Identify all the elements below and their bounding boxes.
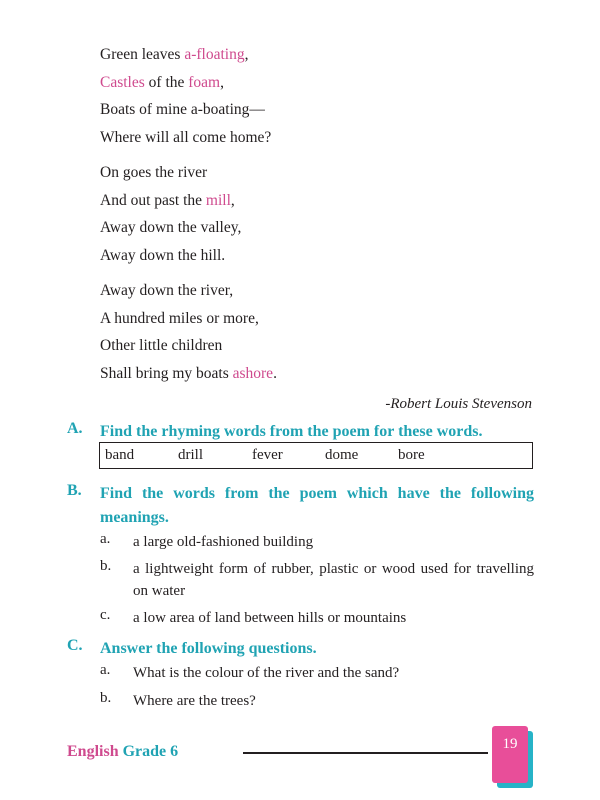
- poem-text: Boats of mine a-boating—: [100, 101, 265, 118]
- item-label: b.: [100, 558, 112, 574]
- item-text: a low area of land between hills or mountains: [133, 610, 407, 626]
- item-label: c.: [100, 607, 111, 623]
- poem-line: [100, 44, 277, 72]
- poem-text: On goes the river: [100, 164, 208, 181]
- poem-text: ,: [220, 73, 224, 91]
- poem-text: Away down the river,: [100, 282, 234, 299]
- poem-line: [100, 162, 277, 190]
- item-label: b.: [100, 690, 112, 706]
- footer-grade: Grade 6: [122, 743, 179, 760]
- highlighted-word: ashore: [232, 364, 274, 382]
- poem-line: [100, 335, 277, 363]
- poem-text: Away down the hill.: [100, 246, 226, 264]
- poem-text: .: [273, 364, 277, 382]
- poem-stanza: [100, 280, 277, 390]
- highlighted-word: a-floating: [184, 46, 245, 63]
- poem-stanza: [100, 162, 277, 272]
- poem-line: [100, 72, 277, 100]
- section-a-letter: A.: [67, 420, 83, 437]
- highlighted-word: mill: [205, 191, 231, 209]
- poem-line: [100, 190, 277, 218]
- poem: [100, 44, 277, 398]
- poem-stanza: [100, 44, 277, 154]
- poem-line: [100, 127, 277, 155]
- poem-text: ,: [244, 46, 249, 63]
- poem-text: Where will all come home?: [100, 128, 272, 146]
- poem-line: [100, 363, 277, 391]
- poem-text: Green leaves: [100, 46, 185, 63]
- item-text: What is the colour of the river and the sand?: [133, 665, 400, 681]
- highlighted-word: Castles: [100, 73, 145, 91]
- section-c-instruction: Answer the following questions.: [100, 640, 317, 657]
- highlighted-word: foam: [188, 73, 221, 91]
- rhyme-word: dome: [325, 447, 359, 463]
- section-a-instruction: Find the rhyming words from the poem for these words.: [100, 423, 483, 440]
- item-text: Where are the trees?: [133, 693, 256, 709]
- poem-text: A hundred miles or more,: [100, 309, 259, 327]
- section-c-letter: C.: [67, 637, 83, 654]
- poem-author: -Robert Louis Stevenson: [385, 396, 532, 412]
- poem-text: of the: [144, 73, 189, 91]
- poem-line: [100, 99, 277, 127]
- poem-text: ,: [230, 191, 235, 209]
- poem-text: And out past the: [100, 191, 206, 209]
- item-label: a.: [100, 531, 111, 547]
- footer-divider: [243, 752, 488, 754]
- footer-subject: English: [67, 743, 119, 760]
- rhyme-word: band: [105, 447, 135, 463]
- rhyme-word: drill: [178, 447, 203, 463]
- item-text: a lightweight form of rubber, plastic or wood used for travelling on water: [133, 561, 534, 599]
- poem-line: [100, 245, 277, 273]
- rhyme-word: bore: [398, 447, 425, 463]
- item-label: a.: [100, 662, 111, 678]
- poem-text: Away down the valley,: [100, 219, 242, 236]
- section-b-instruction: Find the words from the poem which have the following meanings.: [100, 485, 534, 526]
- poem-line: [100, 217, 277, 245]
- poem-line: [100, 280, 277, 308]
- rhyme-word: fever: [252, 447, 283, 463]
- rhyme-word-box: [99, 442, 533, 469]
- poem-text: Other little children: [100, 337, 223, 354]
- page-number: 19: [492, 726, 528, 783]
- section-b-letter: B.: [67, 482, 82, 499]
- footer-title: [67, 743, 178, 761]
- item-text: a large old-fashioned building: [133, 534, 314, 550]
- poem-text: Shall bring my boats: [100, 364, 233, 382]
- poem-line: [100, 308, 277, 336]
